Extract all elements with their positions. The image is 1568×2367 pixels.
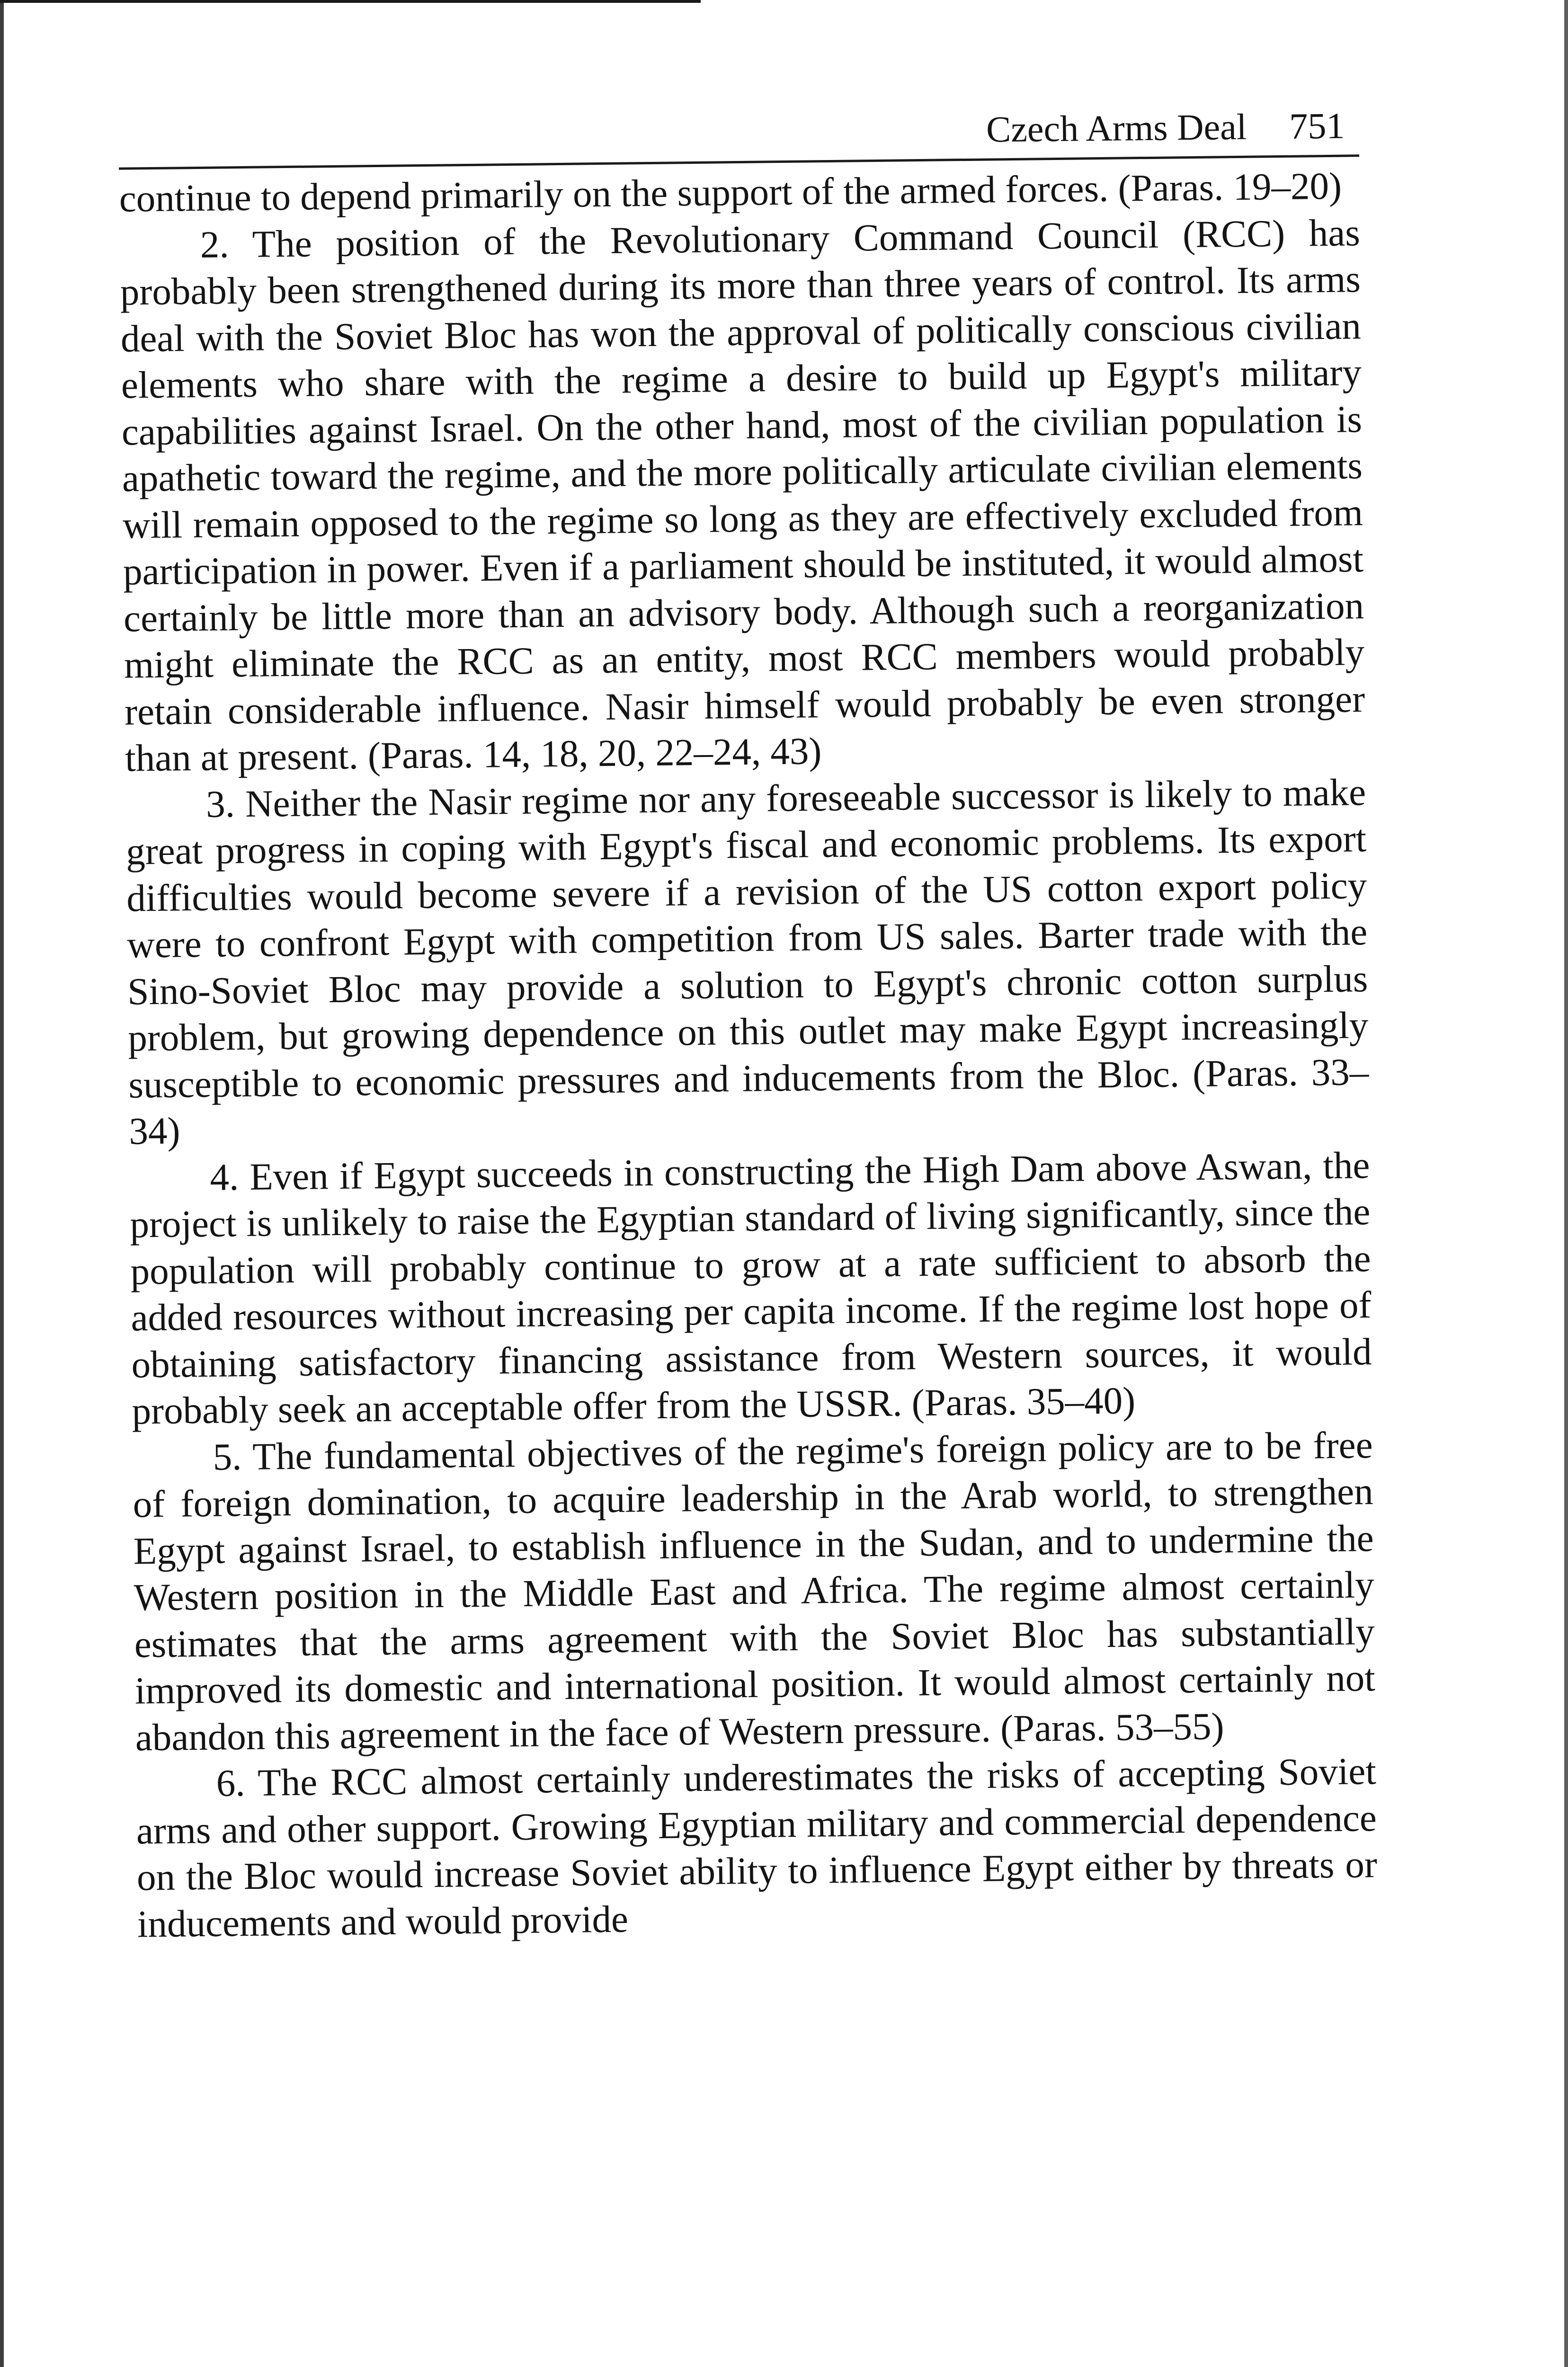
scan-left-edge <box>0 0 4 2367</box>
paragraph-5: 5. The fundamental objectives of the regime's foreign policy are to be free of foreign domination, to acquire leadership in the Arab world, to strengthen Egypt against Israel, to establish influence in the Sudan, and to undermine the Western position in the Middle East and Africa. The regime almost certainly estimates that the arms agreement with the Soviet Bloc has substantially improved its domestic and international position. It would almost certainly not abandon this agreement in the face of Western pressure. (Paras. 53–55) <box>133 1423 1376 1759</box>
paragraph-2: 2. The position of the Revolutionary Command Council (RCC) has probably been strengthened during its more than three years of control. Its arms deal with the Soviet Bloc has won the approval of politically conscious civilian elements who share with the regime a desire to build up Egypt's military capabilities against Israel. On the other hand, most of the civilian population is apathetic toward the regime, and the more politically articulate civilian elements will remain opposed to the regime so long as they are effectively excluded from participation in power. Even if a parliament should be instituted, it would almost certainly be little more than an advisory body. Although such a reorganization might eliminate the RCC as an entity, most RCC members would probably retain considerable influence. Nasir himself would probably be even stronger than at present. (Paras. 14, 18, 20, 22–24, 43) <box>120 211 1365 780</box>
paragraph-3: 3. Neither the Nasir regime nor any foreseeable successor is likely to make great progress in coping with Egypt's fiscal and economic problems. Its export difficulties would become severe if a revision of the US cotton export policy were to confront Egypt with competition from US sales. Barter trade with the Sino-Soviet Bloc may provide a solution to Egypt's chronic cotton surplus problem, but growing dependence on this outlet may make Egypt increasingly susceptible to economic pressures and inducements from the Bloc. (Paras. 33–34) <box>125 770 1369 1153</box>
running-title: Czech Arms Deal <box>986 106 1247 150</box>
paragraph-4: 4. Even if Egypt succeeds in constructing the High Dam above Aswan, the project is unlikely to raise the Egyptian standard of living significantly, since the population will probably continue to grow at a rate sufficient to absorb the added resources without increasing per capita income. If the regime lost hope of obtaining satisfactory financing assistance from Western sources, it would probably seek an acceptable offer from the USSR. (Paras. 35–40) <box>130 1143 1372 1433</box>
paragraph-continuation: continue to depend primarily on the support of the armed forces. (Paras. 19–20) <box>119 164 1342 220</box>
running-head <box>118 107 1359 169</box>
scan-top-edge <box>0 0 701 3</box>
body-text <box>119 162 1378 1947</box>
paragraph-6: 6. The RCC almost certainly underestimates the risks of accepting Soviet arms and other support. Growing Egyptian military and commercial dependence on the Bloc would increase Soviet ability to influence Egypt either by threats or inducements and would provide <box>136 1750 1378 1946</box>
book-page <box>118 107 1383 2367</box>
scan-right-edge <box>1564 0 1568 2367</box>
page-number: 751 <box>1289 105 1345 147</box>
